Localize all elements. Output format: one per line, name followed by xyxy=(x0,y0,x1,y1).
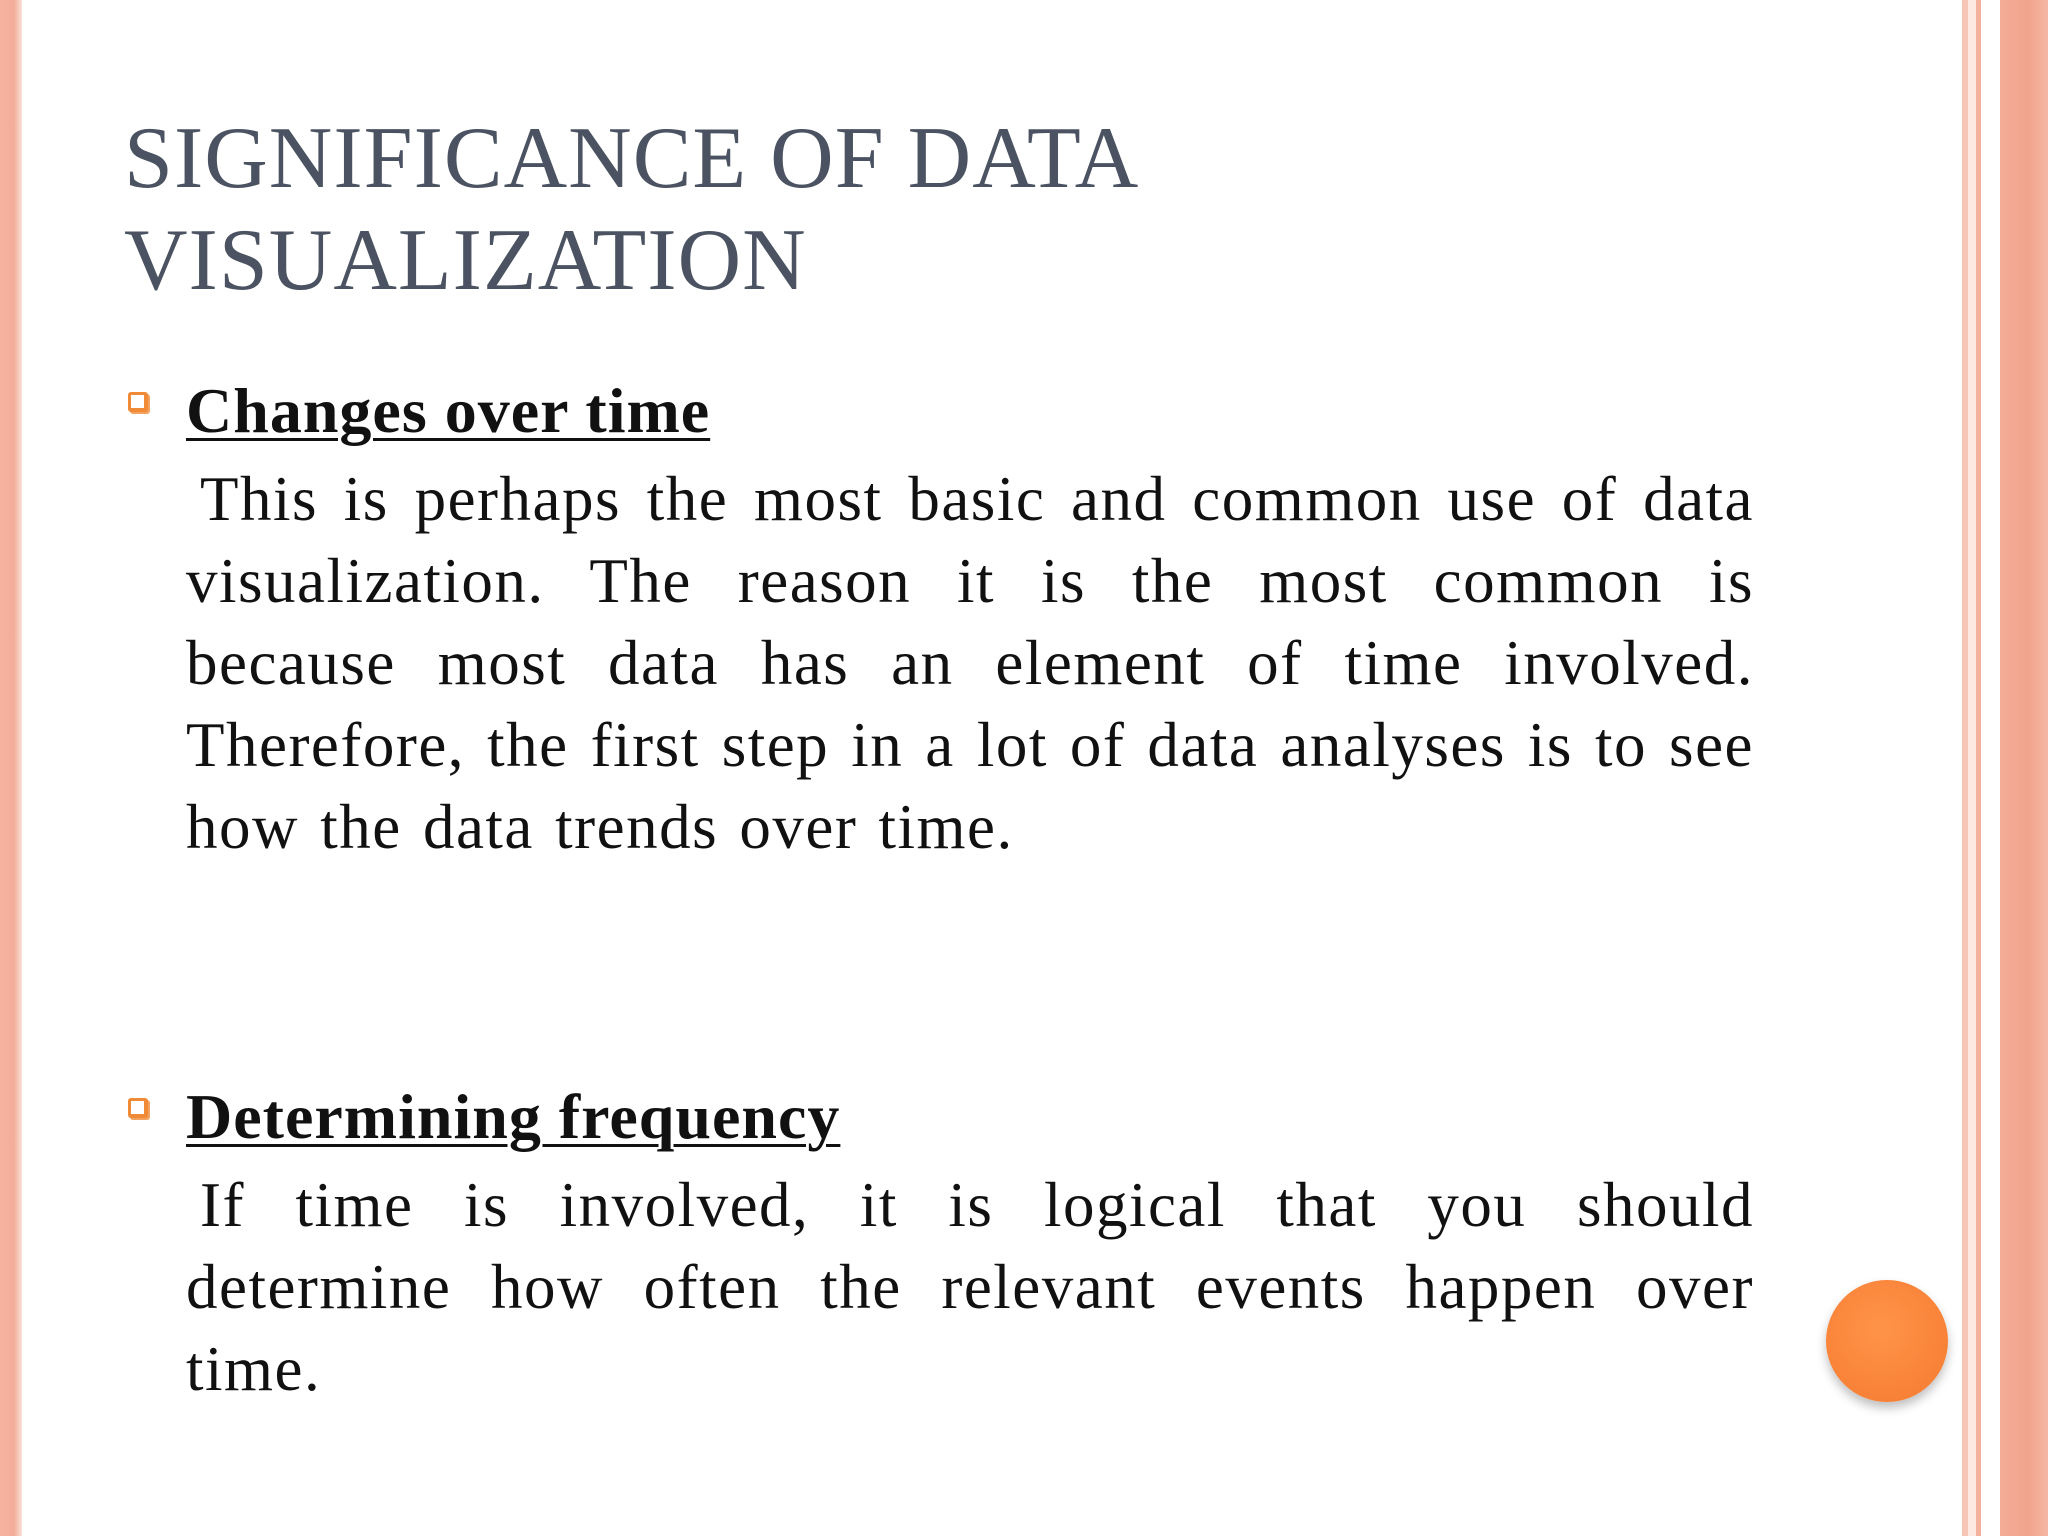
right-stripe-decoration xyxy=(1968,0,1976,1536)
section-heading-row xyxy=(124,375,1760,458)
section-heading: Determining frequency xyxy=(186,1081,841,1152)
right-stripe-decoration xyxy=(2000,0,2048,1536)
square-bullet-icon xyxy=(128,1098,148,1118)
section-body: If time is involved, it is logical that you should determine how often the relevant events happen over time. xyxy=(186,1170,1754,1404)
section-determining-frequency xyxy=(124,1081,1760,1410)
section-heading: Changes over time xyxy=(186,375,711,446)
square-bullet-icon xyxy=(128,392,148,412)
right-stripe-decoration xyxy=(1981,0,2000,1536)
section-body: This is perhaps the most basic and common use of data visualization. The reason it is the most common is because most data has an element of time involved. Therefore, the first step in a lot of data analyses is to see how the data trends over time. xyxy=(186,464,1754,862)
section-heading-row xyxy=(124,1081,1760,1164)
slide-title: SIGNIFICANCE OF DATA VISUALIZATION xyxy=(124,110,1135,309)
orange-circle-icon xyxy=(1826,1280,1948,1402)
section-changes-over-time xyxy=(124,375,1760,868)
left-border-decoration xyxy=(0,0,22,1536)
